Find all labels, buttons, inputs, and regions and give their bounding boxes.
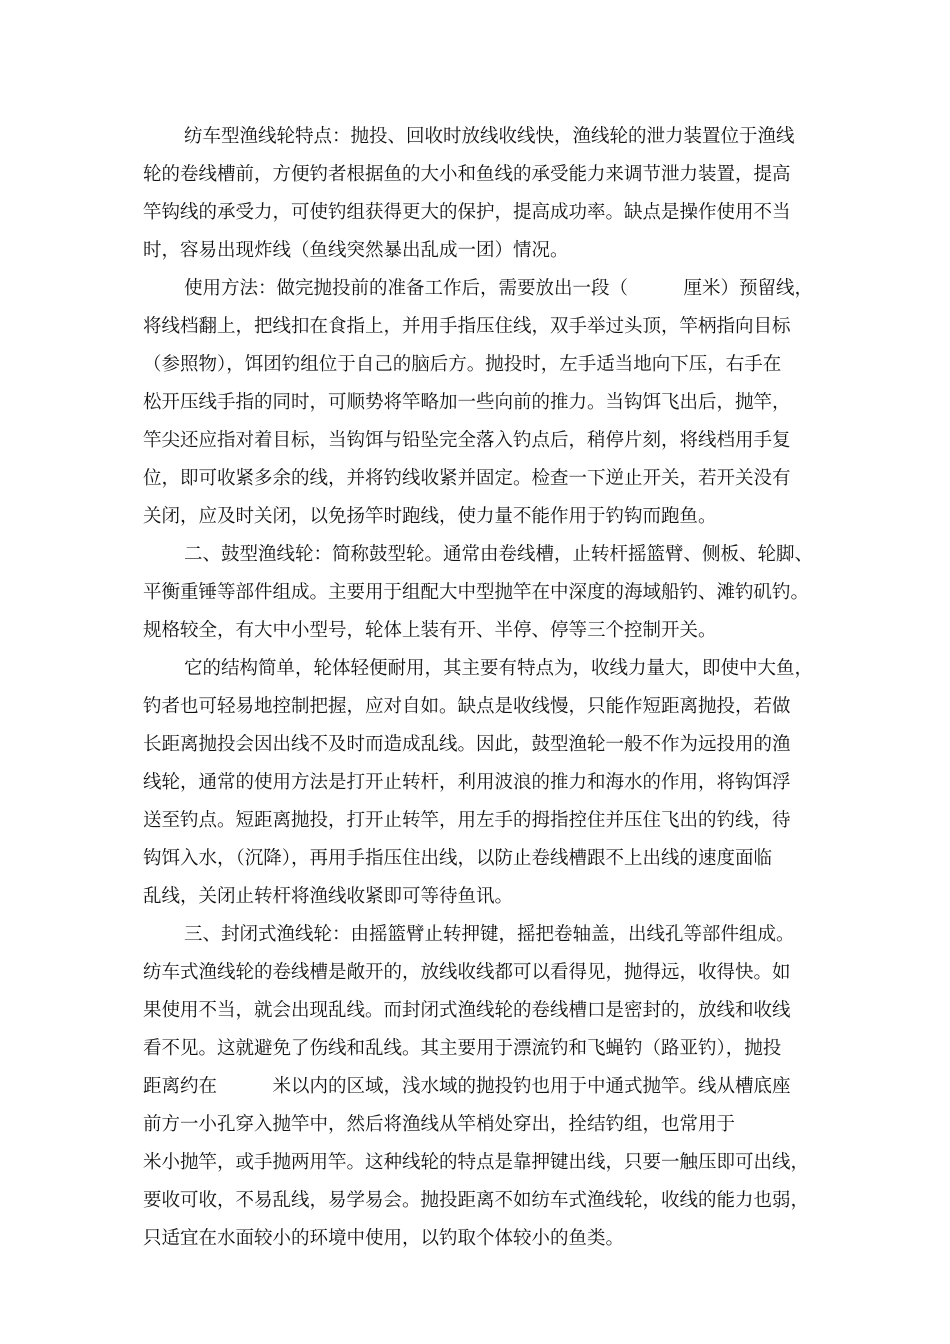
text-line: 看不见。这就避免了伤线和乱线。其主要用于漂流钓和飞蝇钓（路亚钓），抛投 — [143, 1038, 782, 1059]
text-line: 松开压线手指的同时，可顺势将竿略加一些向前的推力。当钩饵飞出后，抛竿， — [143, 392, 791, 413]
text-line: 竿钩线的承受力，可使钓组获得更大的保护，提高成功率。缺点是操作使用不当 — [143, 202, 791, 223]
text-line: 线轮，通常的使用方法是打开止转杆，利用波浪的推力和海水的作用，将钩饵浮 — [143, 772, 791, 793]
text-line: 时，容易出现炸线（鱼线突然暴出乱成一团）情况。 — [143, 240, 569, 261]
text-line: 平衡重锤等部件组成。主要用于组配大中型抛竿在中深度的海域船钓、滩钓矶钓。 — [143, 582, 810, 603]
text-line: 米小抛竿，或手抛两用竿。这种线轮的特点是靠押键出线，只要一触压即可出线， — [143, 1152, 810, 1173]
text-line: 乱线，关闭止转杆将渔线收紧即可等待鱼讯。 — [143, 886, 514, 907]
text-line: 纺车式渔线轮的卷线槽是敞开的，放线收线都可以看得见，抛得远，收得快。如 — [143, 962, 791, 983]
text-line: 轮的卷线槽前，方便钓者根据鱼的大小和鱼线的承受能力来调节泄力装置，提高 — [143, 164, 791, 185]
text-line: 只适宜在水面较小的环境中使用，以钓取个体较小的鱼类。 — [143, 1228, 625, 1249]
document-body — [143, 118, 813, 1258]
text-line: 要收可收，不易乱线，易学易会。抛投距离不如纺车式渔线轮，收线的能力也弱， — [143, 1190, 810, 1211]
text-line: 钓者也可轻易地控制把握，应对自如。缺点是收线慢，只能作短距离抛投，若做 — [143, 696, 791, 717]
text-line: （参照物），饵团钓组位于自己的脑后方。抛投时，左手适当地向下压，右手在 — [143, 354, 782, 375]
text-line: 距离约在 米以内的区域，浅水域的抛投钓也用于中通式抛竿。线从槽底座 — [143, 1076, 791, 1097]
text-line: 位，即可收紧多余的线，并将钓线收紧并固定。检查一下逆止开关，若开关没有 — [143, 468, 791, 489]
text-line: 关闭，应及时关闭，以免扬竿时跑线，使力量不能作用于钓钩而跑鱼。 — [143, 506, 717, 527]
text-line: 纺车型渔线轮特点：抛投、回收时放线收线快，渔线轮的泄力装置位于渔线 — [184, 126, 795, 147]
text-line: 将线档翻上，把线扣在食指上，并用手指压住线，双手举过头顶，竿柄指向目标 — [143, 316, 791, 337]
text-line: 二、鼓型渔线轮：简称鼓型轮。通常由卷线槽，止转杆摇篮臂、侧板、轮脚、 — [184, 544, 814, 565]
text-line: 规格较全，有大中小型号，轮体上装有开、半停、停等三个控制开关。 — [143, 620, 717, 641]
text-line: 它的结构简单，轮体轻便耐用，其主要有特点为，收线力量大，即使中大鱼， — [184, 658, 814, 679]
text-line: 竿尖还应指对着目标，当钩饵与铅坠完全落入钓点后，稍停片刻，将线档用手复 — [143, 430, 791, 451]
text-line: 钩饵入水，（沉降），再用手指压住出线，以防止卷线槽跟不上出线的速度面临 — [143, 848, 773, 869]
text-line: 三、封闭式渔线轮：由摇篮臂止转押键，摇把卷轴盖，出线孔等部件组成。 — [184, 924, 795, 945]
text-line: 果使用不当，就会出现乱线。而封闭式渔线轮的卷线槽口是密封的，放线和收线 — [143, 1000, 791, 1021]
text-line: 使用方法：做完抛投前的准备工作后，需要放出一段（ 厘米）预留线， — [184, 278, 814, 299]
text-line: 前方一小孔穿入抛竿中，然后将渔线从竿梢处穿出，拴结钓组，也常用于 — [143, 1114, 736, 1135]
text-line: 送至钓点。短距离抛投，打开止转竿，用左手的拇指控住并压住飞出的钓线，待 — [143, 810, 791, 831]
text-line: 长距离抛投会因出线不及时而造成乱线。因此，鼓型渔轮一般不作为远投用的渔 — [143, 734, 791, 755]
